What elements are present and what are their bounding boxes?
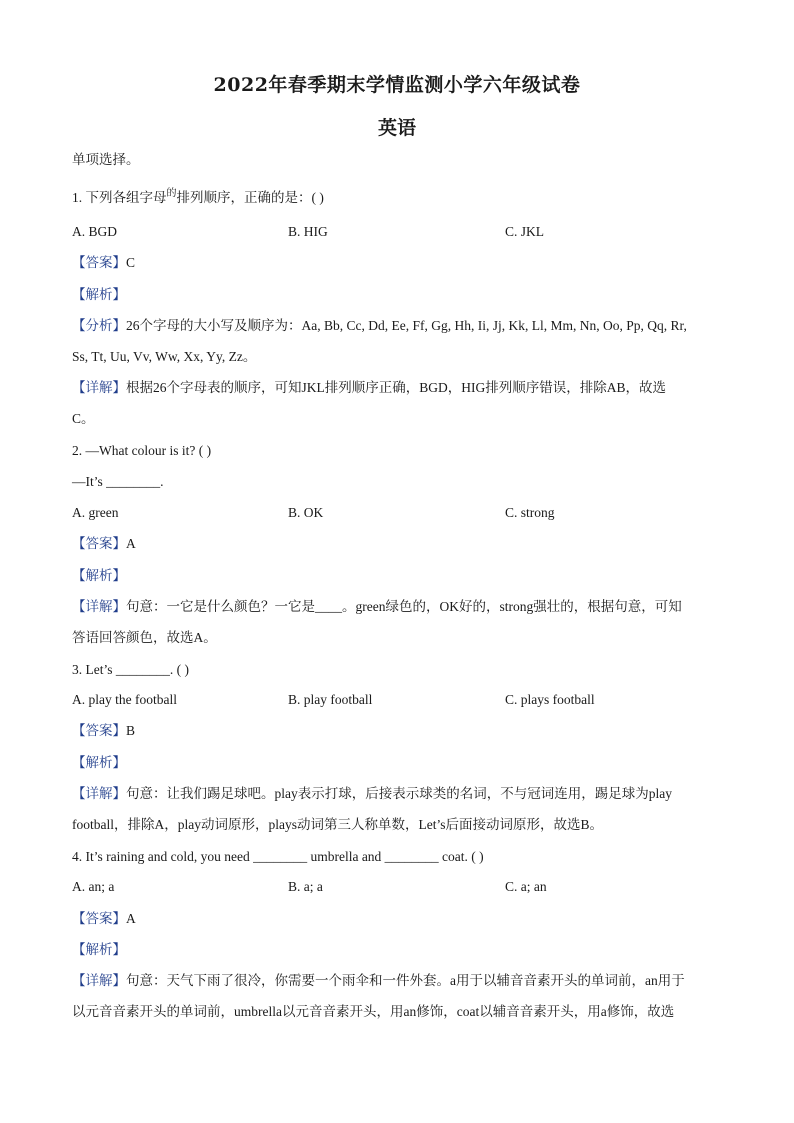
q4-answer: 【答案】A — [72, 911, 136, 926]
q2-option-a: A. green — [72, 505, 119, 520]
exam-title: 2022年春季期末学情监测小学六年级试卷 — [213, 74, 581, 96]
section-heading: 单项选择。 — [72, 152, 140, 167]
q2-detail-line-1: 【详解】句意：一它是什么颜色？一它是____。green绿色的，OK好的，strong强壮的，根据句意，可知 — [72, 599, 682, 614]
q3-stem: 3. Let’s ________. ( ) — [72, 662, 189, 677]
q1-detail-line-2: C。 — [72, 411, 95, 426]
subject-title: 英语 — [377, 117, 416, 139]
q2-detail-line-2: 答语回答颜色，故选A。 — [72, 630, 217, 645]
q3-detail-line-2: football，排除A，play动词原形，plays动词第三人称单数，Let’s后面接动词原形，故选B。 — [72, 817, 603, 832]
q4-detail-line-2: 以元音音素开头的单词前，umbrella以元音音素开头，用an修饰，coat以辅音音素开头，用a修饰，故选 — [72, 1004, 675, 1019]
q4-option-a: A. an; a — [72, 879, 115, 894]
q4-analysis-label: 【解析】 — [72, 942, 126, 957]
q3-option-c: C. plays football — [505, 692, 595, 707]
q1-detail-line-1: 【详解】根据26个字母表的顺序，可知JKL排列顺序正确，BGD，HIG排列顺序错误，排除AB，故选 — [72, 380, 666, 395]
q1-analysis-label: 【解析】 — [72, 287, 126, 302]
q2-option-c: C. strong — [505, 505, 555, 520]
q1-option-b: B. HIG — [288, 224, 328, 239]
q1-option-a: A. BGD — [72, 224, 118, 239]
q1-fenxi-line-2: Ss, Tt, Uu, Vv, Ww, Xx, Yy, Zz。 — [72, 349, 257, 364]
q4-detail-line-1: 【详解】句意：天气下雨了很冷，你需要一个雨伞和一件外套。a用于以辅音音素开头的单词前，an用于 — [72, 973, 685, 988]
q3-option-a: A. play the football — [72, 692, 177, 707]
q2-stem-2: —It’s ________. — [72, 474, 164, 489]
q4-stem: 4. It’s raining and cold, you need ________ umbrella and ________ coat. ( ) — [72, 849, 484, 864]
q4-option-b: B. a; a — [288, 879, 323, 894]
q3-analysis-label: 【解析】 — [72, 755, 126, 770]
q1-stem: 1. 下列各组字母$^的$排列顺序，正确的是：( ) — [72, 188, 324, 205]
q1-answer: 【答案】C — [72, 255, 136, 270]
q1-fenxi-line-1: 【分析】26个字母的大小写及顺序为：Aa, Bb, Cc, Dd, Ee, Ff, Gg, Hh, Ii, Jj, Kk, Ll, Mm, Nn, Oo, Pp, Qq, Rr, — [72, 318, 687, 333]
q3-option-b: B. play football — [288, 692, 373, 707]
q3-detail-line-1: 【详解】句意：让我们踢足球吧。play表示打球，后接表示球类的名词，不与冠词连用，踢足球为play — [72, 786, 672, 801]
q4-option-c: C. a; an — [505, 879, 547, 894]
q1-option-c: C. JKL — [505, 224, 545, 239]
q2-answer: 【答案】A — [72, 536, 136, 551]
q3-answer: 【答案】B — [72, 723, 136, 738]
q2-stem-1: 2. —What colour is it? ( ) — [72, 443, 212, 458]
q2-option-b: B. OK — [288, 505, 324, 520]
q2-analysis-label: 【解析】 — [72, 568, 126, 583]
